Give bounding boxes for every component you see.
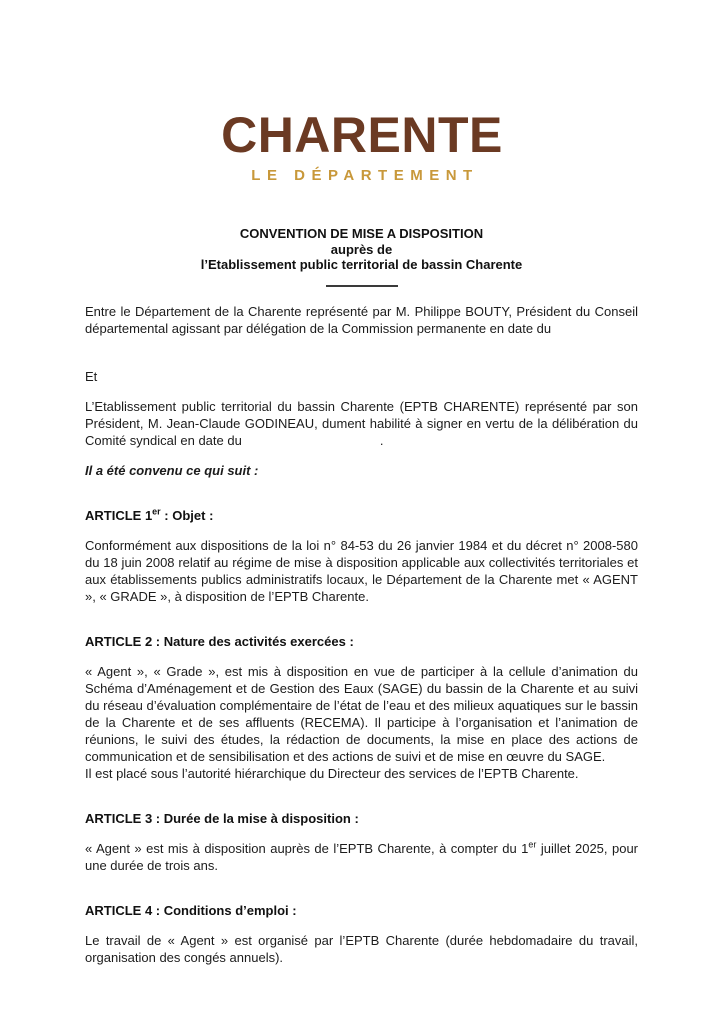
article-3-heading: ARTICLE 3 : Durée de la mise à disposition :	[85, 810, 359, 826]
eptb-period: .	[379, 432, 384, 448]
document-body	[0, 226, 724, 966]
title-divider	[326, 285, 398, 287]
logo-tagline: LE DÉPARTEMENT	[251, 167, 479, 184]
article-2-body-text: « Agent », « Grade », est mis à disposition en vue de participer à la cellule d’animation du Schéma d’Aménagement et de Gestion des Eaux (SAGE) du bassin de la Charente et au suivi du réseau d’évaluation complémentaire de l’état de l’eau et des milieux aquatiques sur le bassin de la Charente et de ses affluents (RECEMA). Il participe à l’organisation et l’animation de réunions, le suivi des études, la rédaction de documents, la mise en place des actions de communication et de sensibilisation et des actions de suivi et de mise en œuvre du SAGE.	[85, 663, 638, 764]
article-2-body	[85, 663, 638, 782]
eptb-text: L’Etablissement public territorial du bassin Charente (EPTB CHARENTE) représenté par son Président, M. Jean-Claude GODINEAU, dument habilité à signer en vertu de la délibération du Comité syndical en date du	[85, 398, 638, 448]
title-line-3: l’Etablissement public territorial de bassin Charente	[200, 257, 523, 272]
article-1-heading-superscript: er	[152, 506, 161, 517]
title-line-2: auprès de	[330, 241, 393, 257]
title-line-1: CONVENTION DE MISE A DISPOSITION	[239, 226, 484, 241]
article-2-heading: ARTICLE 2 : Nature des activités exercées :	[85, 633, 354, 649]
agreement-clause: Il a été convenu ce qui suit :	[85, 462, 259, 478]
article-3-body-text: « Agent » est mis à disposition auprès de l’EPTB Charente, à compter du 1	[85, 840, 529, 856]
article-4-body: Le travail de « Agent » est organisé par l’EPTB Charente (durée hebdomadaire du travail, organisation des congés annuels).	[85, 932, 638, 965]
article-1-body: Conformément aux dispositions de la loi n° 84-53 du 26 janvier 1984 et du décret n° 2008-580 du 18 juin 2008 relatif au régime de mise à disposition applicable aux collectivités territoriales et aux établissements publics administratifs locaux, le Département de la Charente met « AGENT », « GRADE », à disposition de l’EPTB Charente.	[85, 537, 638, 604]
article-3-body-suffix: juillet 2025, pour une durée de trois ans.	[85, 840, 639, 873]
article-3-body-superscript: er	[528, 839, 537, 850]
paragraph-and: Et	[85, 368, 98, 384]
logo-wordmark: CHARENTE	[221, 107, 503, 163]
document-title	[85, 226, 638, 273]
article-1-heading-suffix: : Objet :	[160, 507, 214, 523]
article-1-heading-text: ARTICLE 1	[85, 507, 153, 523]
charente-logo	[0, 107, 724, 184]
article-4-heading: ARTICLE 4 : Conditions d’emploi :	[85, 902, 297, 918]
paragraph-parties-department: Entre le Département de la Charente représenté par M. Philippe BOUTY, Président du Conseil départemental agissant par délégation de la Commission permanente en date du	[85, 303, 638, 336]
article-2-body-line-2: Il est placé sous l’autorité hiérarchique du Directeur des services de l’EPTB Charente.	[85, 765, 579, 781]
article-3-body	[85, 840, 638, 874]
paragraph-parties-eptb	[85, 398, 638, 449]
article-1-heading	[85, 507, 638, 524]
